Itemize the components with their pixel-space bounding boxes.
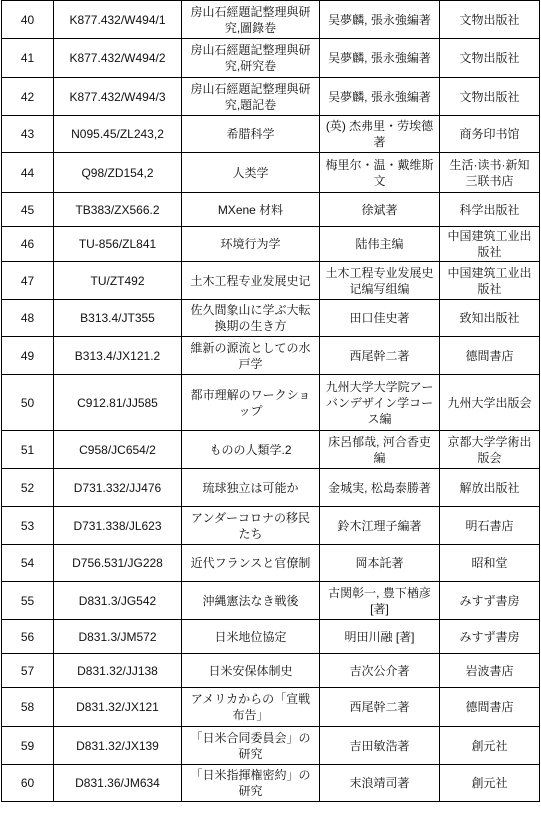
call-number: D831.3/JG542 xyxy=(54,582,182,620)
row-number: 45 xyxy=(2,193,54,227)
table-row xyxy=(2,262,540,300)
book-author: 九州大学大学院アーバンデザイン学コース編 xyxy=(320,375,440,431)
book-publisher: 京都大学学術出版会 xyxy=(440,431,540,469)
book-title: 房山石經題記整理與研究,研究卷 xyxy=(182,39,320,78)
book-publisher: みすず書房 xyxy=(440,620,540,654)
book-author: 田口佳史著 xyxy=(320,300,440,337)
book-publisher: 科学出版社 xyxy=(440,193,540,227)
row-number: 40 xyxy=(2,1,54,39)
book-title: 日米地位協定 xyxy=(182,620,320,654)
book-author: 吴夢麟, 張永強編著 xyxy=(320,78,440,116)
row-number: 58 xyxy=(2,688,54,727)
table-row xyxy=(2,765,540,802)
call-number: C912.81/JJ585 xyxy=(54,375,182,431)
table-row xyxy=(2,193,540,227)
book-author: 吉次公介著 xyxy=(320,654,440,688)
row-number: 60 xyxy=(2,765,54,802)
row-number: 44 xyxy=(2,153,54,193)
book-title: 佐久間象山に学ぶ大転換期の生き方 xyxy=(182,300,320,337)
book-author: 徐斌著 xyxy=(320,193,440,227)
row-number: 57 xyxy=(2,654,54,688)
book-title: MXene 材料 xyxy=(182,193,320,227)
call-number: B313.4/JX121.2 xyxy=(54,337,182,375)
table-row xyxy=(2,507,540,545)
row-number: 42 xyxy=(2,78,54,116)
call-number: D831.32/JX121 xyxy=(54,688,182,727)
table-row xyxy=(2,545,540,582)
book-title: 环境行为学 xyxy=(182,227,320,262)
book-publisher: 昭和堂 xyxy=(440,545,540,582)
table-row xyxy=(2,582,540,620)
book-publisher: 九州大学出版会 xyxy=(440,375,540,431)
book-author: 鈴木江理子編著 xyxy=(320,507,440,545)
row-number: 53 xyxy=(2,507,54,545)
table-row xyxy=(2,300,540,337)
book-title: 土木工程专业发展史记 xyxy=(182,262,320,300)
book-title: 人类学 xyxy=(182,153,320,193)
book-title: 房山石經題記整理與研究,圖錄卷 xyxy=(182,1,320,39)
table-row xyxy=(2,227,540,262)
row-number: 50 xyxy=(2,375,54,431)
book-author: 西尾幹二著 xyxy=(320,337,440,375)
call-number: B313.4/JT355 xyxy=(54,300,182,337)
table-row xyxy=(2,39,540,78)
call-number: N095.45/ZL243,2 xyxy=(54,116,182,153)
table-row xyxy=(2,153,540,193)
book-author: 梅里尔・温・戴维斯文 xyxy=(320,153,440,193)
call-number: D831.32/JX139 xyxy=(54,727,182,765)
table-row xyxy=(2,116,540,153)
book-author: 吴夢麟, 張永強編著 xyxy=(320,39,440,78)
book-author: 土木工程专业发展史记编写组编 xyxy=(320,262,440,300)
book-title: 日米安保体制史 xyxy=(182,654,320,688)
row-number: 59 xyxy=(2,727,54,765)
call-number: TU-856/ZL841 xyxy=(54,227,182,262)
book-publisher: 創元社 xyxy=(440,727,540,765)
table-row xyxy=(2,375,540,431)
table-row xyxy=(2,620,540,654)
row-number: 48 xyxy=(2,300,54,337)
table-row xyxy=(2,431,540,469)
book-title: 近代フランスと官僚制 xyxy=(182,545,320,582)
table-row xyxy=(2,337,540,375)
row-number: 46 xyxy=(2,227,54,262)
row-number: 51 xyxy=(2,431,54,469)
book-title: 琉球独立は可能か xyxy=(182,469,320,507)
call-number: D831.36/JM634 xyxy=(54,765,182,802)
table-row xyxy=(2,688,540,727)
call-number: C958/JC654/2 xyxy=(54,431,182,469)
row-number: 49 xyxy=(2,337,54,375)
row-number: 56 xyxy=(2,620,54,654)
book-author: 末浪靖司著 xyxy=(320,765,440,802)
row-number: 43 xyxy=(2,116,54,153)
call-number: D756.531/JG228 xyxy=(54,545,182,582)
book-publisher: 文物出版社 xyxy=(440,78,540,116)
call-number: TB383/ZX566.2 xyxy=(54,193,182,227)
table-row xyxy=(2,727,540,765)
call-number: TU/ZT492 xyxy=(54,262,182,300)
book-publisher: 明石書店 xyxy=(440,507,540,545)
table-row xyxy=(2,654,540,688)
table-row xyxy=(2,1,540,39)
call-number: K877.432/W494/1 xyxy=(54,1,182,39)
book-publisher: 德間書店 xyxy=(440,337,540,375)
book-publisher: みすず書房 xyxy=(440,582,540,620)
book-author: 陆伟主编 xyxy=(320,227,440,262)
book-author: 明田川融 [著] xyxy=(320,620,440,654)
book-catalog-table xyxy=(1,0,540,802)
book-title: アンダーコロナの移民たち xyxy=(182,507,320,545)
book-title: 「日米合同委員会」の研究 xyxy=(182,727,320,765)
row-number: 47 xyxy=(2,262,54,300)
book-title: 希腊科学 xyxy=(182,116,320,153)
book-author: 金城実, 松島泰勝著 xyxy=(320,469,440,507)
book-publisher: 創元社 xyxy=(440,765,540,802)
call-number: D731.332/JJ476 xyxy=(54,469,182,507)
book-publisher: 岩波書店 xyxy=(440,654,540,688)
book-publisher: 中国建筑工业出版社 xyxy=(440,227,540,262)
catalog-body xyxy=(2,1,540,802)
book-author: 吉田敏浩著 xyxy=(320,727,440,765)
call-number: Q98/ZD154,2 xyxy=(54,153,182,193)
call-number: K877.432/W494/3 xyxy=(54,78,182,116)
book-publisher: 中国建筑工业出版社 xyxy=(440,262,540,300)
call-number: D831.3/JM572 xyxy=(54,620,182,654)
book-publisher: 生活·读书·新知三联书店 xyxy=(440,153,540,193)
row-number: 52 xyxy=(2,469,54,507)
book-title: 房山石經題記整理與研究,題記卷 xyxy=(182,78,320,116)
book-title: 維新の源流としての水戸学 xyxy=(182,337,320,375)
row-number: 41 xyxy=(2,39,54,78)
row-number: 55 xyxy=(2,582,54,620)
book-author: 西尾幹二著 xyxy=(320,688,440,727)
call-number: K877.432/W494/2 xyxy=(54,39,182,78)
book-title: アメリカからの「宣戦布告」 xyxy=(182,688,320,727)
row-number: 54 xyxy=(2,545,54,582)
book-author: 吴夢麟, 張永強編著 xyxy=(320,1,440,39)
book-author: 古関彰一, 豊下楢彦 [著] xyxy=(320,582,440,620)
book-author: 床呂郁哉, 河合香吏編 xyxy=(320,431,440,469)
call-number: D731.338/JL623 xyxy=(54,507,182,545)
book-publisher: 文物出版社 xyxy=(440,1,540,39)
book-publisher: 解放出版社 xyxy=(440,469,540,507)
book-title: ものの人類学.2 xyxy=(182,431,320,469)
book-title: 沖縄憲法なき戦後 xyxy=(182,582,320,620)
book-title: 「日米指揮権密約」の研究 xyxy=(182,765,320,802)
book-author: 岡本託著 xyxy=(320,545,440,582)
call-number: D831.32/JJ138 xyxy=(54,654,182,688)
book-publisher: 致知出版社 xyxy=(440,300,540,337)
book-title: 都市理解のワークショップ xyxy=(182,375,320,431)
book-publisher: 德間書店 xyxy=(440,688,540,727)
book-author: (英) 杰弗里・劳埃德著 xyxy=(320,116,440,153)
book-publisher: 商务印书馆 xyxy=(440,116,540,153)
table-row xyxy=(2,469,540,507)
table-row xyxy=(2,78,540,116)
book-publisher: 文物出版社 xyxy=(440,39,540,78)
